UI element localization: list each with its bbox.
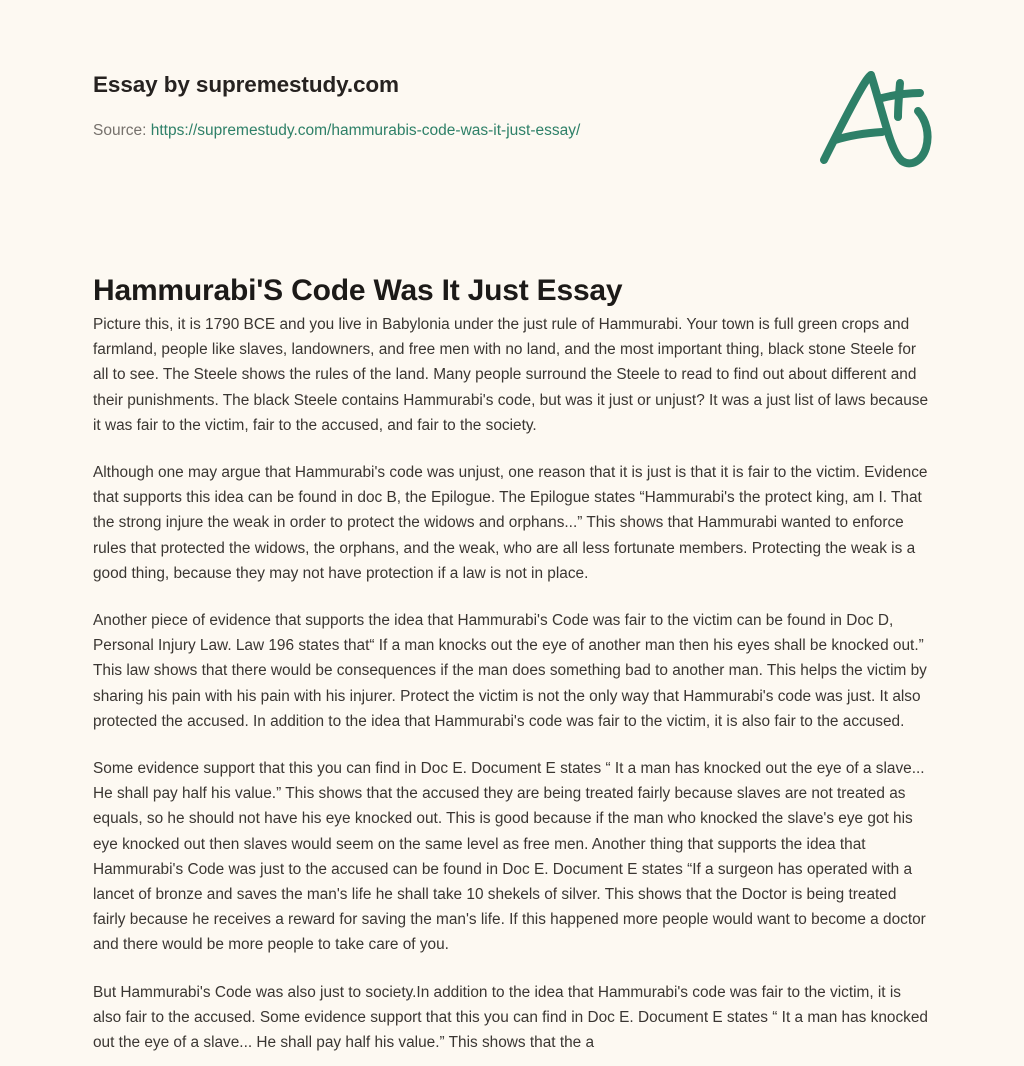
paragraph: Although one may argue that Hammurabi's code was unjust, one reason that it is just is that it is fair to the victim. Evidence that supports this idea can be found in doc B, the Epilogue. The Epilogue states “Hammurabi's the protect king, am I. That the strong injure the weak in order to protect the widows and orphans...” This shows that Hammurabi wanted to enforce rules that protected the widows, the orphans, and the weak, who are all less fortunate members. Protecting the weak is a good thing, because they may not have protection if a law is not in place. [93,464,928,582]
source-label: Source: [93,122,147,139]
byline: Essay by supremestudy.com [93,72,399,97]
essay-body [93,312,933,1055]
paragraph: Picture this, it is 1790 BCE and you live in Babylonia under the just rule of Hammurabi. Your town is full green crops and farmland, people like slaves, landowners, and free men with no land, and the most important thing, black stone Steele for all to see. The Steele shows the rules of the land. Many people surround the Steele to read to find out about different and their punishments. The black Steele contains Hammurabi's code, but was it just or unjust? It was a just list of laws because it was fair to the victim, fair to the accused, and fair to the society. [93,316,929,434]
paragraph: But Hammurabi's Code was also just to society.In addition to the idea that Hammurabi's code was fair to the victim, it is also fair to the accused. Some evidence support that this you can find in Doc E. Document E states “ It a man has knocked out the eye of a slave... He shall pay half his value.” This shows that the a [93,983,928,1052]
paragraph: Some evidence support that this you can find in Doc E. Document E states “ It a man has knocked out the eye of a slave... He shall pay half his value.” This shows that the accused they are being treated fairly because slaves are not treated as equals, so he should not have his eye knocked out. This is good because if the man who knocked the slave's eye got his eye knocked out then slaves would seem on the same level as free men. Another thing that supports the idea that Hammurabi's Code was just to the accused can be found in Doc E. Document E states “If a surgeon has operated with a lancet of bronze and saves the man's life he shall take 10 shekels of silver. This shows that the Doctor is being treated fairly because he receives a reward for saving the man's life. If this happened more people would want to become a doctor and there would be more people to take care of you. [93,760,926,954]
paragraph: Another piece of evidence that supports the idea that Hammurabi's Code was fair to the victim can be found in Doc D, Personal Injury Law. Law 196 states that“ If a man knocks out the eye of another man then his eyes shall be knocked out.” This law shows that there would be consequences if the man does something bad to another man. This helps the victim by sharing his pain with his pain with his injurer. Protect the victim is not the only way that Hammurabi's code was just. It also protected the accused. In addition to the idea that Hammurabi's code was fair to the victim, it is also fair to the accused. [93,612,927,730]
source-url-link[interactable]: https://supremestudy.com/hammurabis-code-was-it-just-essay/ [150,122,581,139]
page-title: Hammurabi'S Code Was It Just Essay [93,274,623,308]
source-line [93,122,580,140]
page-header [0,0,1024,200]
a-plus-logo-icon [812,64,944,174]
